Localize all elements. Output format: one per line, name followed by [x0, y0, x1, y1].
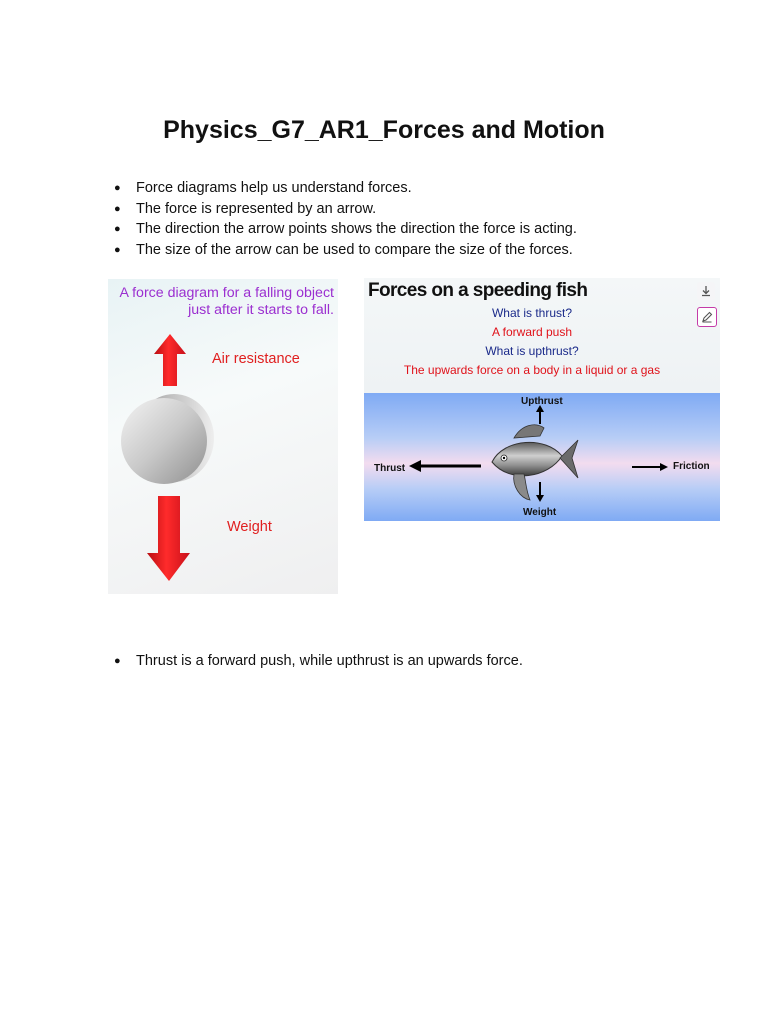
- air-resistance-label: Air resistance: [212, 351, 300, 367]
- question-upthrust: What is upthrust?: [485, 344, 579, 358]
- thrust-arrow: [409, 460, 421, 472]
- falling-object-force-diagram: [108, 279, 338, 594]
- falling-diagram-caption: A force diagram for a falling object just after it starts to fall.: [119, 285, 334, 318]
- weight-label: Weight: [227, 519, 272, 535]
- upthrust-label: Upthrust: [521, 396, 563, 407]
- list-item: ● Thrust is a forward push, while upthrust is an upwards force.: [114, 651, 523, 672]
- friction-label: Friction: [673, 461, 710, 472]
- speeding-fish-diagram: [364, 278, 720, 521]
- friction-arrow: [660, 463, 668, 471]
- question-thrust: What is thrust?: [491, 306, 573, 320]
- document-title: Physics_G7_AR1_Forces and Motion: [163, 116, 605, 144]
- list-item: ● Force diagrams help us understand forces.: [114, 178, 577, 199]
- bullet-list-2: [114, 651, 523, 672]
- thrust-label: Thrust: [374, 463, 406, 474]
- falling-object-graphic: [108, 279, 338, 594]
- answer-thrust: A forward push: [491, 325, 573, 339]
- air-resistance-arrow: [154, 334, 186, 386]
- weight-arrow: [536, 495, 544, 502]
- list-item: ● The size of the arrow can be used to compare the size of the forces.: [114, 240, 577, 261]
- weight-arrow: [147, 496, 190, 581]
- list-item: ● The direction the arrow points shows the direction the force is acting.: [114, 219, 577, 240]
- answer-upthrust: The upwards force on a body in a liquid or a gas: [403, 363, 661, 377]
- list-item: ● The force is represented by an arrow.: [114, 199, 577, 220]
- bullet-list: [114, 178, 577, 261]
- weight-label: Weight: [523, 507, 557, 518]
- fish-icon: [492, 425, 578, 500]
- fish-diagram-title: Forces on a speeding fish: [368, 280, 588, 301]
